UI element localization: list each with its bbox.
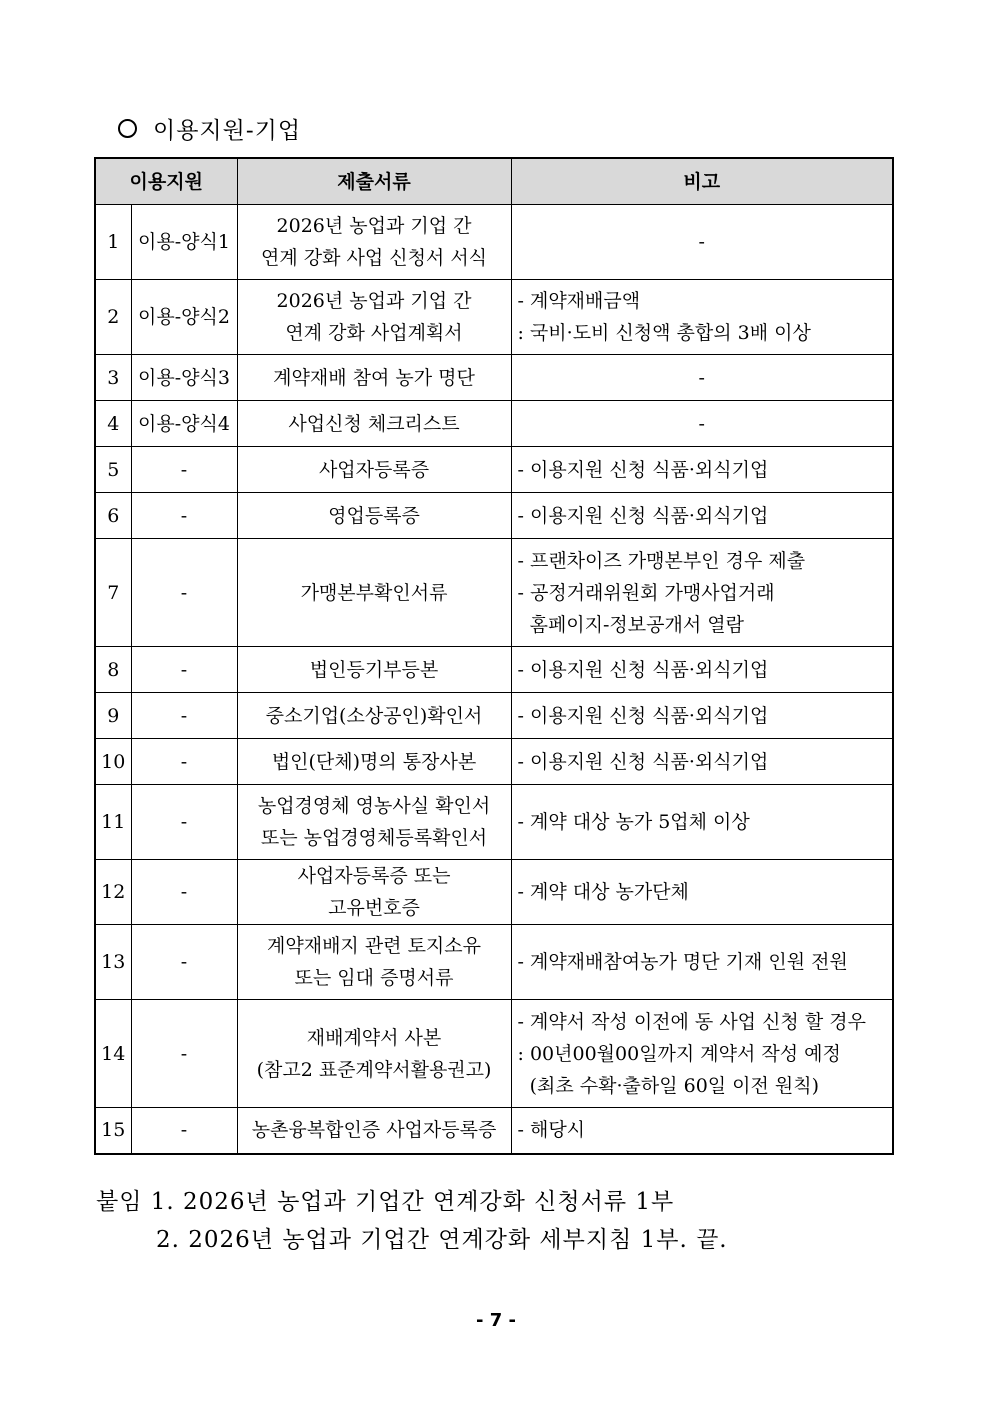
row-form: - [131,693,237,739]
document-line: 사업자등록증 또는 [297,865,451,887]
remark-line: - 계약 대상 농가 5업체 이상 [517,811,750,833]
table-row [95,785,893,860]
row-form: - [131,785,237,860]
row-form: - [131,860,237,925]
document-line: 고유번호증 [328,897,420,919]
remark-line: - 이용지원 신청 식품·외식기업 [517,504,769,527]
document-line: 연계 강화 사업 신청서 서식 [260,247,488,269]
circle-bullet-icon [118,119,137,138]
remark-line: - 계약서 작성 이전에 동 사업 신청 할 경우 [517,1010,866,1033]
table-header-row [95,158,893,205]
row-number: 8 [95,647,131,693]
remark-line: - 공정거래위원회 가맹사업거래 [517,581,775,604]
document-line: 2026년 농업과 기업 간 [276,215,472,237]
row-document [237,205,511,280]
row-form: 이용-양식1 [131,205,237,280]
remark-line: 홈페이지-정보공개서 열람 [517,613,744,636]
row-remark [511,925,893,1000]
page-number: - 7 - [476,1310,516,1331]
row-form: - [131,539,237,647]
row-document [237,539,511,647]
row-remark [511,860,893,925]
row-document [237,447,511,493]
table-row [95,280,893,355]
row-remark [511,355,893,401]
row-form: 이용-양식3 [131,355,237,401]
row-remark [511,739,893,785]
row-number: 3 [95,355,131,401]
row-number: 11 [95,785,131,860]
remark-line: - 이용지원 신청 식품·외식기업 [517,658,769,681]
row-remark [511,693,893,739]
attachments [96,1183,728,1259]
row-document [237,401,511,447]
table-row [95,647,893,693]
document-line: 재배계약서 사본 [306,1026,442,1049]
remark-line: - [698,366,705,389]
row-form: - [131,925,237,1000]
table-row [95,205,893,280]
document-line: 농촌융복합인증 사업자등록증 [251,1119,497,1142]
row-form: 이용-양식4 [131,401,237,447]
table-body [95,205,893,1154]
document-line: 계약재배지 관련 토지소유 [267,935,481,957]
row-remark [511,280,893,355]
table-row [95,401,893,447]
row-form: - [131,493,237,539]
attachment-line-2: 2. 2026년 농업과 기업간 연계강화 세부지침 1부. 끝. [156,1227,728,1253]
row-remark [511,1108,893,1154]
remark-line: - 계약재배금액 [517,290,641,312]
row-form: - [131,1108,237,1154]
row-document [237,1108,511,1154]
document-line: 또는 농업경영체등록확인서 [260,827,488,849]
remark-line: (최초 수확·출하일 60일 이전 원칙) [517,1074,820,1097]
document-line: 사업자등록증 [318,458,430,481]
header-documents: 제출서류 [237,158,511,205]
row-remark [511,447,893,493]
table-row [95,860,893,925]
row-form: 이용-양식2 [131,280,237,355]
section-title: 이용지원-기업 [153,118,302,144]
table-row [95,925,893,1000]
table-row [95,447,893,493]
row-number: 2 [95,280,131,355]
row-number: 10 [95,739,131,785]
remark-line: - 프랜차이즈 가맹본부인 경우 제출 [517,549,806,572]
document-line: 사업신청 체크리스트 [288,412,460,435]
document-line: 가맹본부확인서류 [300,581,448,604]
remark-line: - 계약재배참여농가 명단 기재 인원 전원 [517,951,848,973]
row-remark [511,1000,893,1108]
row-number: 9 [95,693,131,739]
document-line: 법인등기부등본 [309,658,439,681]
row-document [237,860,511,925]
document-line: 중소기업(소상공인)확인서 [265,704,483,727]
document-line: 또는 임대 증명서류 [294,967,454,989]
row-number: 12 [95,860,131,925]
document-line: 영업등록증 [328,504,420,527]
row-form: - [131,1000,237,1108]
remark-line: : 국비·도비 신청액 총합의 3배 이상 [517,322,811,344]
row-remark [511,539,893,647]
row-remark [511,493,893,539]
row-document [237,925,511,1000]
row-remark [511,647,893,693]
row-number: 15 [95,1108,131,1154]
row-document [237,1000,511,1108]
row-document [237,647,511,693]
table-row [95,739,893,785]
document-table [94,157,894,1155]
document-line: 계약재배 참여 농가 명단 [273,366,475,389]
row-number: 1 [95,205,131,280]
remark-line: - 이용지원 신청 식품·외식기업 [517,750,769,773]
remark-line: - 해당시 [517,1119,586,1142]
remark-line: - [698,231,705,253]
remark-line: : 00년00월00일까지 계약서 작성 예정 [517,1042,841,1065]
row-form: - [131,447,237,493]
header-remarks: 비고 [511,158,893,205]
header-support: 이용지원 [95,158,237,205]
row-remark [511,401,893,447]
table-row [95,1108,893,1154]
remark-line: - 이용지원 신청 식품·외식기업 [517,458,769,481]
row-remark [511,205,893,280]
remark-line: - [698,412,705,435]
row-number: 7 [95,539,131,647]
table-row [95,539,893,647]
row-number: 13 [95,925,131,1000]
row-number: 4 [95,401,131,447]
row-document [237,739,511,785]
remark-line: - 이용지원 신청 식품·외식기업 [517,704,769,727]
document-line: 2026년 농업과 기업 간 [276,290,472,312]
table-row [95,355,893,401]
row-document [237,693,511,739]
document-line: 연계 강화 사업계획서 [285,322,463,344]
row-document [237,355,511,401]
row-document [237,280,511,355]
row-number: 5 [95,447,131,493]
row-form: - [131,739,237,785]
table-row [95,493,893,539]
section-heading [118,112,301,145]
table-row [95,1000,893,1108]
document-line: 농업경영체 영농사실 확인서 [257,795,491,817]
row-number: 6 [95,493,131,539]
row-document [237,493,511,539]
row-document [237,785,511,860]
document-line: 법인(단체)명의 통장사본 [271,750,477,773]
row-number: 14 [95,1000,131,1108]
document-line: (참고2 표준계약서활용권고) [256,1058,492,1081]
row-remark [511,785,893,860]
attachment-line-1: 붙임 1. 2026년 농업과 기업간 연계강화 신청서류 1부 [96,1189,675,1215]
row-form: - [131,647,237,693]
remark-line: - 계약 대상 농가단체 [517,881,689,903]
table-row [95,693,893,739]
